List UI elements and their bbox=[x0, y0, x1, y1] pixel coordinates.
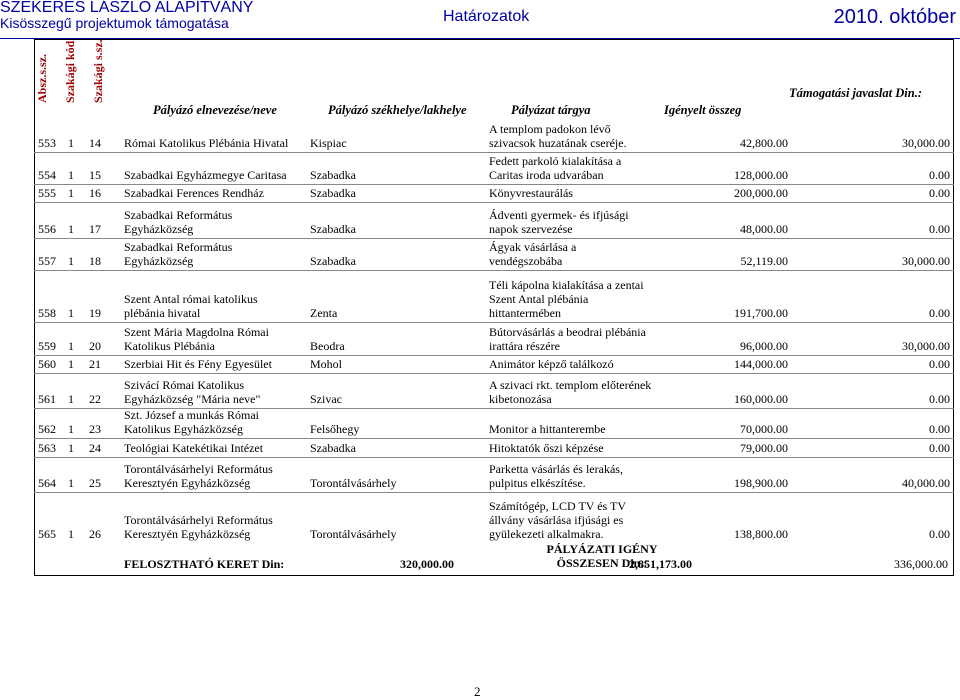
row-seat: Szivac bbox=[310, 392, 342, 406]
column-header-seq: Absz.s.sz. bbox=[35, 53, 49, 103]
row-requested: 200,000.00 bbox=[734, 186, 788, 200]
row-seat: Szabadka bbox=[310, 186, 356, 200]
row-applicant: Szt. József a munkás Római Katolikus Egyházközség bbox=[124, 408, 259, 436]
total-request-value: 2,851,173.00 bbox=[629, 557, 692, 571]
budget-label: FELOSZTHATÓ KERET Din: bbox=[124, 557, 285, 571]
row-code-seq: 16 bbox=[89, 186, 101, 200]
row-applicant: Szabadkai Ferences Rendház bbox=[124, 186, 264, 200]
row-grant: 0.00 bbox=[929, 422, 950, 436]
table-row bbox=[34, 271, 954, 323]
row-grant: 30,000.00 bbox=[902, 136, 950, 150]
org-subtitle: Kisösszegű projektumok támogatása bbox=[0, 15, 229, 31]
row-grant: 0.00 bbox=[929, 392, 950, 406]
row-seq: 565 bbox=[38, 527, 56, 541]
column-header-code-seq: Szakági s.sz. bbox=[91, 39, 105, 103]
row-code-seq: 14 bbox=[89, 136, 101, 150]
row-seq: 559 bbox=[38, 339, 56, 353]
row-subject: A szivaci rkt. templom előterének kibetonozása bbox=[489, 378, 652, 406]
table-row bbox=[34, 356, 954, 374]
row-subject: Animátor képző találkozó bbox=[489, 357, 614, 371]
row-seq: 554 bbox=[38, 168, 56, 182]
row-seq: 562 bbox=[38, 422, 56, 436]
table-row bbox=[34, 493, 954, 544]
row-seat: Szabadka bbox=[310, 222, 356, 236]
row-code-seq: 25 bbox=[89, 476, 101, 490]
row-requested: 70,000.00 bbox=[740, 422, 788, 436]
row-applicant: Szerbiai Hit és Fény Egyesület bbox=[124, 357, 272, 371]
table-row bbox=[34, 153, 954, 185]
row-requested: 160,000.00 bbox=[734, 392, 788, 406]
row-seat: Kispiac bbox=[310, 136, 347, 150]
row-subject: Téli kápolna kialakítása a zentai Szent Antal plébánia hittantermében bbox=[489, 278, 644, 320]
row-grant: 40,000.00 bbox=[902, 476, 950, 490]
row-code: 1 bbox=[68, 136, 74, 150]
row-code-seq: 19 bbox=[89, 306, 101, 320]
column-header-applicant: Pályázó elnevezése/neve bbox=[153, 103, 277, 117]
row-applicant: Torontálvásárhelyi Református Keresztyén Egyházközség bbox=[124, 462, 273, 490]
row-requested: 79,000.00 bbox=[740, 441, 788, 455]
document-date: 2010. október bbox=[833, 6, 956, 28]
row-subject: Monitor a hittanterembe bbox=[489, 422, 606, 436]
table-row bbox=[34, 323, 954, 356]
row-code: 1 bbox=[68, 476, 74, 490]
total-grant-value: 336,000.00 bbox=[894, 557, 948, 571]
row-applicant: Római Katolikus Plébánia Hivatal bbox=[124, 136, 289, 150]
row-subject: Bútorvásárlás a beodrai plébánia irattára részére bbox=[489, 325, 646, 353]
row-requested: 198,900.00 bbox=[734, 476, 788, 490]
row-grant: 0.00 bbox=[929, 222, 950, 236]
table-row bbox=[34, 203, 954, 239]
row-code-seq: 26 bbox=[89, 527, 101, 541]
row-requested: 128,000.00 bbox=[734, 168, 788, 182]
row-code-seq: 20 bbox=[89, 339, 101, 353]
row-code: 1 bbox=[68, 527, 74, 541]
document-title: Határozatok bbox=[443, 8, 530, 25]
row-requested: 96,000.00 bbox=[740, 339, 788, 353]
row-seat: Szabadka bbox=[310, 168, 356, 182]
row-code: 1 bbox=[68, 422, 74, 436]
table-row bbox=[34, 374, 954, 409]
row-applicant: Torontálvásárhelyi Református Keresztyén Egyházközség bbox=[124, 513, 273, 541]
row-seat: Torontálvásárhely bbox=[310, 527, 397, 541]
row-subject: A templom padokon lévő szivacsok huzatának cseréje. bbox=[489, 122, 627, 150]
row-requested: 42,800.00 bbox=[740, 136, 788, 150]
row-applicant: Szabadkai Református Egyházközség bbox=[124, 240, 233, 268]
row-grant: 30,000.00 bbox=[902, 339, 950, 353]
table-row bbox=[34, 409, 954, 439]
row-code: 1 bbox=[68, 254, 74, 268]
row-seat: Mohol bbox=[310, 357, 343, 371]
row-code: 1 bbox=[68, 441, 74, 455]
row-requested: 48,000.00 bbox=[740, 222, 788, 236]
row-applicant: Szivácí Római Katolikus Egyházközség "Mária neve" bbox=[124, 378, 261, 406]
row-seq: 558 bbox=[38, 306, 56, 320]
column-header-seat: Pályázó székhelye/lakhelye bbox=[328, 103, 467, 117]
row-code-seq: 23 bbox=[89, 422, 101, 436]
column-header-proposal: Támogatási javaslat Din.: bbox=[789, 86, 922, 100]
row-seat: Torontálvásárhely bbox=[310, 476, 397, 490]
row-grant: 0.00 bbox=[929, 441, 950, 455]
page-number: 2 bbox=[474, 684, 481, 699]
row-code-seq: 22 bbox=[89, 392, 101, 406]
row-code: 1 bbox=[68, 357, 74, 371]
row-subject: Számítógép, LCD TV és TV állvány vásárlása ifjúsági es gyülekezeti alkalmakra. bbox=[489, 499, 626, 541]
row-seq: 560 bbox=[38, 357, 56, 371]
row-grant: 0.00 bbox=[929, 357, 950, 371]
row-code-seq: 24 bbox=[89, 441, 101, 455]
row-applicant: Szabadkai Egyházmegye Caritasa bbox=[124, 168, 287, 182]
column-header-subject: Pályázat tárgya bbox=[511, 103, 591, 117]
row-seq: 564 bbox=[38, 476, 56, 490]
table-row bbox=[34, 439, 954, 458]
row-requested: 191,700.00 bbox=[734, 306, 788, 320]
row-grant: 0.00 bbox=[929, 186, 950, 200]
table-row bbox=[34, 239, 954, 271]
row-applicant: Teológiai Katekétikai Intézet bbox=[124, 441, 264, 455]
row-code: 1 bbox=[68, 168, 74, 182]
row-seq: 557 bbox=[38, 254, 56, 268]
table-row bbox=[34, 118, 954, 153]
row-seq: 555 bbox=[38, 186, 56, 200]
row-seq: 553 bbox=[38, 136, 56, 150]
table-row bbox=[34, 458, 954, 493]
row-subject: Fedett parkoló kialakítása a Caritas iroda udvarában bbox=[489, 154, 622, 182]
row-applicant: Szent Mária Magdolna Római Katolikus Plébánia bbox=[124, 325, 269, 353]
row-subject: Parketta vásárlás és lerakás, pulpitus elkészítése. bbox=[489, 462, 623, 490]
row-seat: Zenta bbox=[310, 306, 338, 320]
row-grant: 30,000.00 bbox=[902, 254, 950, 268]
total-request-label: PÁLYÁZATI IGÉNY ÖSSZESEN Din.: bbox=[546, 542, 658, 570]
row-applicant: Szent Antal római katolikus plébánia hivatal bbox=[124, 292, 258, 320]
row-seat: Szabadka bbox=[310, 441, 356, 455]
row-seat: Szabadka bbox=[310, 254, 356, 268]
table-row bbox=[34, 185, 954, 203]
row-code: 1 bbox=[68, 222, 74, 236]
row-requested: 144,000.00 bbox=[734, 357, 788, 371]
org-name: SZEKERES LÁSZLÓ ALAPÍTVÁNY bbox=[0, 0, 254, 16]
column-header-code: Szakági kód bbox=[63, 40, 77, 103]
row-subject: Könyvrestaurálás bbox=[489, 186, 573, 200]
row-code: 1 bbox=[68, 339, 74, 353]
row-seq: 563 bbox=[38, 441, 56, 455]
row-seat: Felsőhegy bbox=[310, 422, 360, 436]
row-requested: 52,119.00 bbox=[740, 254, 788, 268]
row-code-seq: 15 bbox=[89, 168, 101, 182]
row-applicant: Szabadkai Református Egyházközség bbox=[124, 208, 233, 236]
row-code: 1 bbox=[68, 392, 74, 406]
row-requested: 138,800.00 bbox=[734, 527, 788, 541]
row-subject: Ágyak vásárlása a vendégszobába bbox=[489, 240, 577, 268]
row-code-seq: 18 bbox=[89, 254, 101, 268]
row-seq: 561 bbox=[38, 392, 56, 406]
row-seat: Beodra bbox=[310, 339, 345, 353]
row-grant: 0.00 bbox=[929, 306, 950, 320]
row-grant: 0.00 bbox=[929, 527, 950, 541]
row-code: 1 bbox=[68, 186, 74, 200]
row-code: 1 bbox=[68, 306, 74, 320]
row-subject: Ádventi gyermek- és ifjúsági napok szervezése bbox=[489, 208, 629, 236]
row-seq: 556 bbox=[38, 222, 56, 236]
row-code-seq: 17 bbox=[89, 222, 101, 236]
row-grant: 0.00 bbox=[929, 168, 950, 182]
column-header-requested: Igényelt összeg bbox=[664, 103, 742, 117]
row-code-seq: 21 bbox=[89, 357, 101, 371]
row-subject: Hitoktatók őszi képzése bbox=[489, 441, 604, 455]
budget-value: 320,000.00 bbox=[400, 557, 454, 571]
